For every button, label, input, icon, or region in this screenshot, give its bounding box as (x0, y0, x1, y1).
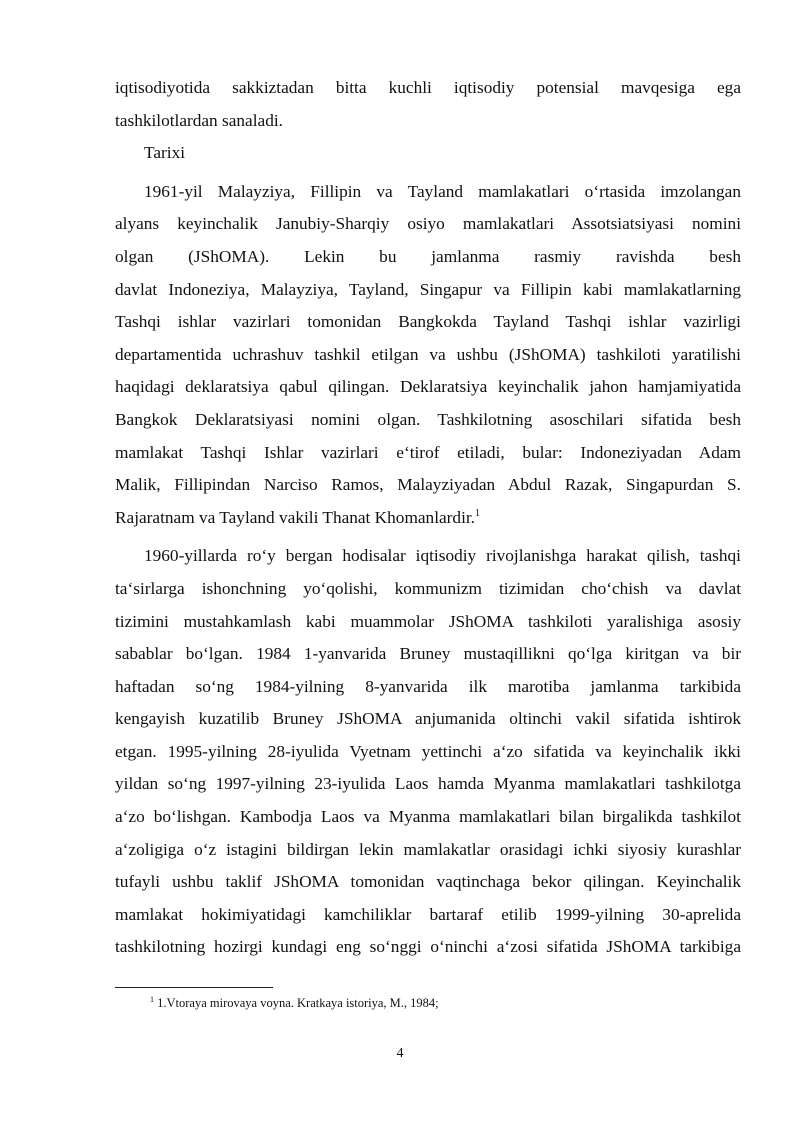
text-line: haftadan so‘ng 1984-yilning 8-yanvarida ilk marotiba jamlanma tarkibida (115, 676, 741, 696)
text-line: Tashqi ishlar vazirlari tomonidan Bangkokda Tayland Tashqi ishlar vazirligi (115, 312, 741, 332)
body-text (115, 72, 741, 964)
text-line: tufayli ushbu taklif JShOMA tomonidan vaqtinchaga bekor qilingan. Keyinchalik (115, 872, 741, 892)
footnote-reference[interactable]: 1 (475, 507, 480, 519)
text-line: kengayish kuzatilib Bruney JShOMA anjumanida oltinchi vakil sifatida ishtirok (115, 709, 741, 729)
text-line: tashkilotlardan sanaladi. (115, 110, 283, 130)
text-line: sabablar bo‘lgan. 1984 1-yanvarida Bruney mustaqillikni qo‘lga kiritgan va bir (115, 644, 741, 664)
text-line: mamlakat Tashqi Ishlar vazirlari e‘tirof etiladi, bular: Indoneziyadan Adam (115, 442, 741, 462)
footnote-text: 1.Vtoraya mirovaya voyna. Kratkaya istoriya, M., 1984; (157, 996, 439, 1010)
text-line: olgan (JShOMA). Lekin bu jamlanma rasmiy ravishda besh (115, 246, 741, 266)
text-line: a‘zoligiga o‘z istagini bildirgan lekin mamlakatlar orasidagi ichki siyosiy kurashlar (115, 839, 741, 859)
text-line: a‘zo bo‘lishgan. Kambodja Laos va Myanma mamlakatlari bilan birgalikda tashkilot (115, 807, 741, 827)
section-heading: Tarixi (144, 143, 186, 163)
text-line: etgan. 1995-yilning 28-iyulida Vyetnam yettinchi a‘zo sifatida va keyinchalik ikki (115, 741, 741, 761)
text-line: tizimini mustahkamlash kabi muammolar JShOMA tashkiloti yaralishiga asosiy (115, 611, 741, 631)
text-line: 1960-yillarda ro‘y bergan hodisalar iqtisodiy rivojlanishga harakat qilish, tashqi (144, 546, 741, 566)
text-line: yildan so‘ng 1997-yilning 23-iyulida Laos hamda Myanma mamlakatlari tashkilotga (115, 774, 741, 794)
text-line: 1961-yil Malayziya, Fillipin va Tayland mamlakatlari o‘rtasida imzolangan (144, 181, 741, 201)
text-line: mamlakat hokimiyatidagi kamchiliklar bartaraf etilib 1999-yilning 30-aprelida (115, 904, 741, 924)
page-number: 4 (396, 1046, 404, 1061)
text-line (115, 502, 741, 535)
text-line: departamentida uchrashuv tashkil etilgan va ushbu (JShOMA) tashkiloti yaratilishi (115, 344, 741, 364)
text-line: tashkilotning hozirgi kundagi eng so‘nggi o‘ninchi a‘zosi sifatida JShOMA tarkibiga (115, 937, 741, 957)
text-line: haqidagi deklaratsiya qabul qilingan. Deklaratsiya keyinchalik jahon hamjamiyatida (115, 377, 741, 397)
text-line: iqtisodiyotida sakkiztadan bitta kuchli iqtisodiy potensial mavqesiga ega (115, 78, 741, 97)
text-line: davlat Indoneziya, Malayziya, Tayland, Singapur va Fillipin kabi mamlakatlarning (115, 279, 741, 299)
text-line: alyans keyinchalik Janubiy-Sharqiy osiyo mamlakatlari Assotsiatsiyasi nomini (115, 214, 741, 234)
text-span: Rajaratnam va Tayland vakili Thanat Khomanlardir. (115, 507, 475, 527)
text-line: Bangkok Deklaratsiyasi nomini olgan. Tashkilotning asoschilari sifatida besh (115, 409, 741, 429)
text-line: Malik, Fillipindan Narciso Ramos, Malayziyadan Abdul Razak, Singapurdan S. (115, 475, 741, 495)
footnote-marker: 1 (150, 994, 154, 1004)
footnote (150, 996, 439, 1011)
footnote-divider (115, 987, 273, 988)
text-line: ta‘sirlarga ishonchning yo‘qolishi, kommunizm tizimidan cho‘chish va davlat (115, 578, 741, 598)
